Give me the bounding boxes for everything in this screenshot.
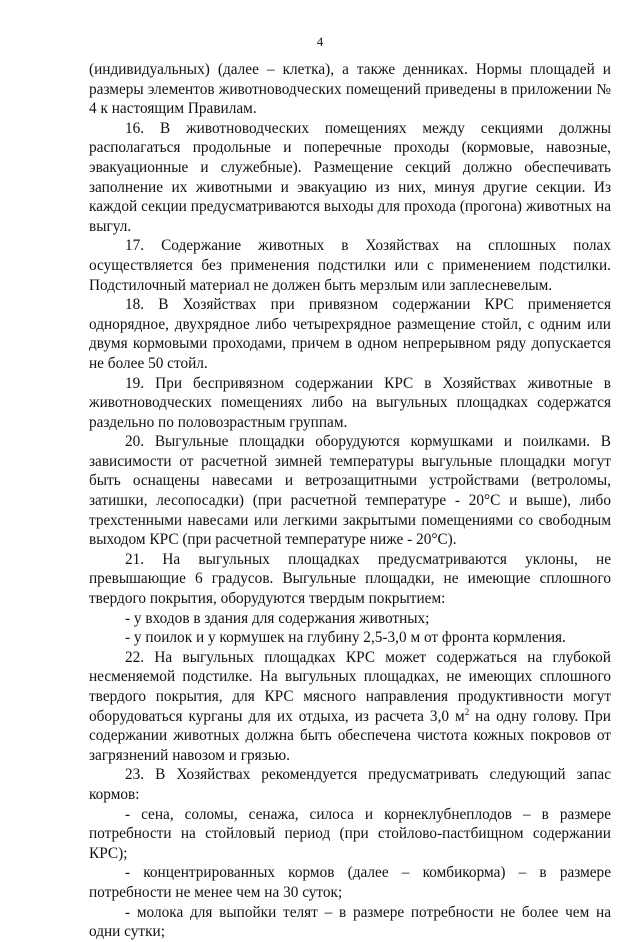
paragraph-23: 23. В Хозяйствах рекомендуется предусматривать следующий запас кормов: [89, 766, 611, 803]
page-number: 4 [316, 34, 324, 49]
paragraph-21: 21. На выгульных площадках предусматриваются уклоны, не превышающие 6 градусов. Выгульные площадки, не имеющие сплошного твердого покрытия, оборудуются твердым покрытием: [89, 550, 611, 608]
paragraph-17: 17. Содержание животных в Хозяйствах на сплошных полах осуществляется без применения подстилки или с применением подстилки. Подстилочный материал не должен быть мерзлым или заплесневелым. [89, 237, 611, 294]
list-item-concentrates: - концентрированных кормов (далее – комбикорма) – в размере потребности не менее чем на 30 суток; [89, 864, 611, 901]
paragraph-intro: (индивидуальных) (далее – клетка), а также денниках. Нормы площадей и размеры элементов животноводческих помещений приведены в приложении № 4 к настоящим Правилам. [89, 61, 611, 118]
paragraph-19: 19. При беспривязном содержании КРС в Хозяйствах животные в животноводческих помещениях либо на выгульных площадках содержатся раздельно по половозрастным группам. [89, 374, 611, 431]
list-item-feeders: - у поилок и у кормушек на глубину 2,5-3,0 м от фронта кормления. [125, 629, 566, 647]
paragraph-22-part2: на одну голову. При содержании животных должна быть обеспечена чистота кожных покровов от загрязнений навозом и грязью. [89, 707, 611, 764]
list-item-entrances: - у входов в здания для содержания животных; [125, 609, 430, 627]
paragraph-18: 18. В Хозяйствах при привязном содержании КРС применяется однорядное, двухрядное либо четырехрядное размещение стойл, с одним или двумя кормовыми проходами, причем в одном непрерывном ряду допускается не более 50 стойл. [89, 296, 611, 372]
paragraph-16: 16. В животноводческих помещениях между секциями должны располагаться продольные и поперечные проходы (кормовые, навозные, эвакуационные и служебные). Размещение секций должно обеспечивать заполнение их животными и эвакуацию из них, минуя другие секции. Из каждой секции предусматриваются выходы для прохода (прогона) животных на выгул. [89, 119, 611, 235]
document-body [89, 60, 611, 942]
list-item-hay: - сена, соломы, сенажа, силоса и корнеклубнеплодов – в размере потребности на стойловый период (при стойлово-пастбищном содержании КРС); [89, 805, 611, 862]
paragraph-22-part1: 22. На выгульных площадках КРС может содержаться на глубокой несменяемой подстилке. На выгульных площадках, не имеющих сплошного твердого покрытия, для КРС мясного направления продуктивности могут оборудоваться курганы для их отдыха, из расчета 3,0 м [89, 648, 611, 725]
list-item-milk: - молока для выпойки телят – в размере потребности не более чем на одни сутки; [89, 903, 611, 941]
superscript-squared: 2 [464, 706, 470, 717]
paragraph-20: 20. Выгульные площадки оборудуются кормушками и поилками. В зависимости от расчетной зимней температуры выгульные площадки могут быть оснащены навесами и ветрозащитными устройствами (ветроломы, затишки, лесопосадки) (при расчетной температуре - 20°С и выше), либо трехстенными навесами или легкими закрытыми помещениями со свободным выходом КРС (при расчетной температуре ниже - 20°С). [89, 433, 611, 549]
paragraph-22 [89, 648, 611, 766]
